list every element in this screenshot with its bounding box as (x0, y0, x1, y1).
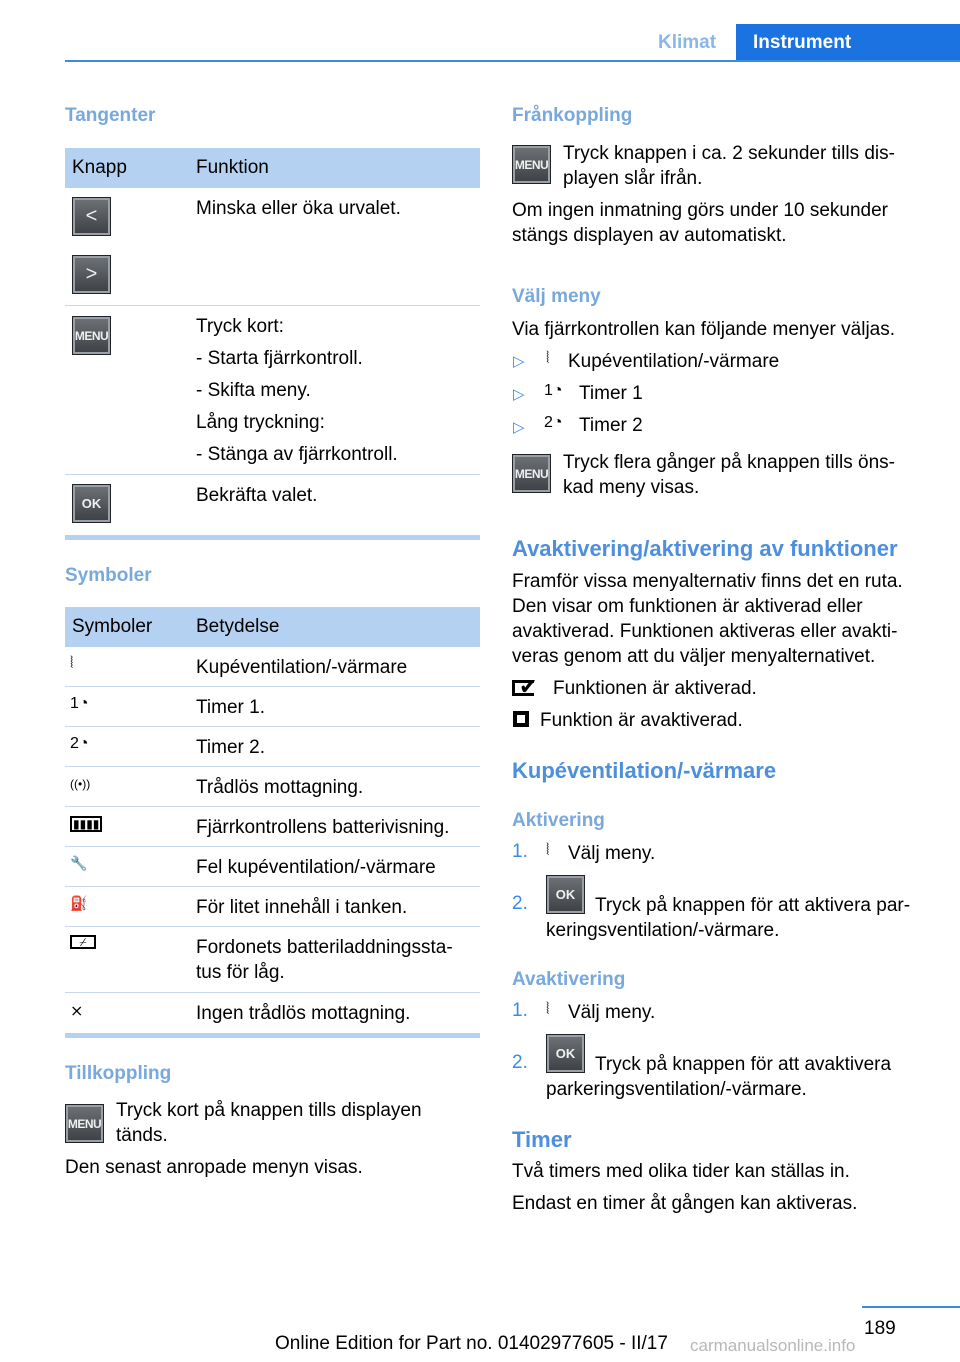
timer-1-icon: 1◔ (70, 695, 89, 712)
symbol-meaning: Timer 2. (196, 737, 265, 758)
menu-button-icon: MENU (72, 316, 111, 355)
timer-2-icon: 2◔ (544, 414, 563, 431)
step-number: 2. (512, 1052, 528, 1073)
ventilation-icon: ⦚ (546, 350, 550, 367)
menu-button-icon: MENU (65, 1104, 104, 1143)
frankoppling-after: Om ingen inmatning görs under 10 sekunder stängs displayen av automatiskt. (512, 200, 889, 246)
table-end-rule (65, 535, 480, 540)
tillkoppling-text: Tryck kort på knappen tills displayen tänds. (116, 1100, 422, 1146)
table-row (65, 927, 480, 993)
fuel-icon: ⛽ (70, 895, 88, 911)
table-row (65, 647, 480, 687)
keys-row2-line: Lång tryckning: (196, 412, 325, 433)
aktivering-heading: Aktivering (512, 810, 605, 831)
table-row (65, 807, 480, 847)
battery-low-icon: ⌿ (70, 935, 96, 949)
arrow-right-button-icon: > (72, 255, 111, 294)
avaktivering-heading: Avaktivering (512, 969, 626, 990)
tillkoppling-after: Den senast anropade menyn visas. (65, 1157, 363, 1178)
timer-text-1: Två timers med olika tider kan ställas in. (512, 1161, 850, 1182)
table-row (65, 188, 480, 306)
ok-button-icon: OK (546, 875, 585, 914)
watermark: carmanualsonline.info (690, 1336, 856, 1355)
table-row (65, 727, 480, 767)
menu-button-icon: MENU (512, 454, 551, 493)
step-number: 1. (512, 1000, 528, 1021)
keys-row1-function: Minska eller öka urvalet. (196, 198, 401, 219)
timer-heading: Timer (512, 1127, 572, 1152)
keys-col-knapp: Knapp (72, 157, 127, 178)
symbols-col-betydelse: Betydelse (196, 616, 280, 637)
wireless-icon: ((•)) (70, 777, 91, 791)
table-row (65, 847, 480, 887)
ok-button-icon: OK (72, 484, 111, 523)
timer-text-2: Endast en timer åt gången kan aktiveras. (512, 1193, 858, 1214)
frankoppling-text: Tryck knappen i ca. 2 sekunder tills dis- playen slår ifrån. (563, 143, 895, 189)
page-number: 189 (864, 1318, 896, 1339)
checked-text: Funktionen är aktiverad. (553, 678, 757, 699)
menu-item: Timer 2 (579, 415, 643, 436)
symbols-table-header (65, 607, 480, 647)
symbol-meaning: Kupéventilation/-värmare (196, 657, 408, 678)
symbol-meaning: Fjärrkontrollens batterivisning. (196, 817, 450, 838)
ventilation-icon: ⦚ (546, 1001, 550, 1018)
keys-row2-line: - Stänga av fjärrkontroll. (196, 444, 398, 465)
header-tab-instrument[interactable]: Instrument (736, 24, 960, 62)
menu-item: Timer 1 (579, 383, 643, 404)
step-number: 2. (512, 893, 528, 914)
avaktivering-aktivering-heading: Avaktivering/aktivering av funktioner (512, 536, 898, 561)
avaktivering-text: Framför vissa menyalternativ finns det en ruta. Den visar om funktionen är aktiverad eller avaktiverad. Funktionen aktiveras eller avakti- veras genom att du väljer menyalternativet. (512, 571, 903, 667)
symbol-meaning: Fel kupéventilation/-värmare (196, 857, 436, 878)
valj-meny-heading: Välj meny (512, 286, 601, 307)
keys-row2-line: - Starta fjärrkontroll. (196, 348, 363, 369)
keys-row2-function (196, 314, 398, 474)
keys-col-funktion: Funktion (196, 157, 269, 178)
step-number: 1. (512, 841, 528, 862)
footer-rule (862, 1306, 960, 1308)
avaktivering-step1: Välj meny. (568, 1002, 656, 1023)
valj-meny-intro: Via fjärrkontrollen kan följande menyer väljas. (512, 319, 896, 340)
bullet-icon: ▷ (513, 353, 525, 370)
valj-meny-after: Tryck flera gånger på knappen tills öns- kad meny visas. (563, 452, 895, 498)
keys-table (65, 148, 480, 540)
timer-1-icon: 1◔ (544, 382, 563, 399)
symbol-meaning: För litet innehåll i tanken. (196, 897, 408, 918)
menu-button-icon: MENU (512, 145, 551, 184)
footer-edition: Online Edition for Part no. 01402977605 - II/17 (275, 1333, 668, 1354)
battery-icon: ▮▮▮▮ (70, 816, 102, 832)
keys-row2-line: Tryck kort: (196, 316, 284, 337)
menu-item: Kupéventilation/-värmare (568, 351, 780, 372)
table-row (65, 993, 480, 1033)
aktivering-step2: Tryck på knappen för att aktivera par- keringsventilation/-värmare. (546, 895, 911, 941)
bullet-icon: ▷ (513, 386, 525, 403)
symbol-meaning: Ingen trådlös mottagning. (196, 1003, 411, 1024)
frankoppling-heading: Frånkoppling (512, 105, 633, 126)
aktivering-step1: Välj meny. (568, 843, 656, 864)
keys-table-header (65, 148, 480, 188)
table-row (65, 475, 480, 535)
header-rule (65, 60, 960, 62)
tillkoppling-heading: Tillkoppling (65, 1063, 172, 1084)
arrow-left-button-icon: < (72, 197, 111, 236)
keys-row2-line: - Skifta meny. (196, 380, 311, 401)
tangenter-heading: Tangenter (65, 105, 156, 126)
table-row (65, 887, 480, 927)
symbol-meaning: Timer 1. (196, 697, 265, 718)
header-tab-klimat[interactable]: Klimat (658, 32, 717, 53)
ventilation-icon: ⦚ (70, 655, 74, 672)
table-row (65, 306, 480, 475)
symbol-meaning: Trådlös mottagning. (196, 777, 364, 798)
unchecked-text: Funktion är avaktiverad. (540, 710, 743, 731)
avaktivering-step2: Tryck på knappen för att avaktivera parkeringsventilation/-värmare. (546, 1054, 892, 1100)
ventilation-icon: ⦚ (546, 842, 550, 859)
unchecked-box-icon (513, 711, 529, 727)
timer-2-icon: 2◔ (70, 735, 89, 752)
table-row (65, 687, 480, 727)
keys-row3-function: Bekräfta valet. (196, 485, 318, 506)
no-wireless-icon: ⨯ (70, 1003, 84, 1020)
checkmark-icon: ✔ (519, 674, 538, 699)
symboler-heading: Symboler (65, 565, 152, 586)
table-row (65, 767, 480, 807)
symbols-col-symboler: Symboler (72, 616, 153, 637)
symbols-table (65, 607, 480, 1038)
bullet-icon: ▷ (513, 419, 525, 436)
wrench-icon: 🔧 (70, 855, 88, 871)
ok-button-icon: OK (546, 1034, 585, 1073)
symbol-meaning: Fordonets batteriladdningssta- tus för låg. (196, 937, 453, 983)
table-end-rule (65, 1033, 480, 1038)
kupe-heading: Kupéventilation/-värmare (512, 758, 777, 783)
